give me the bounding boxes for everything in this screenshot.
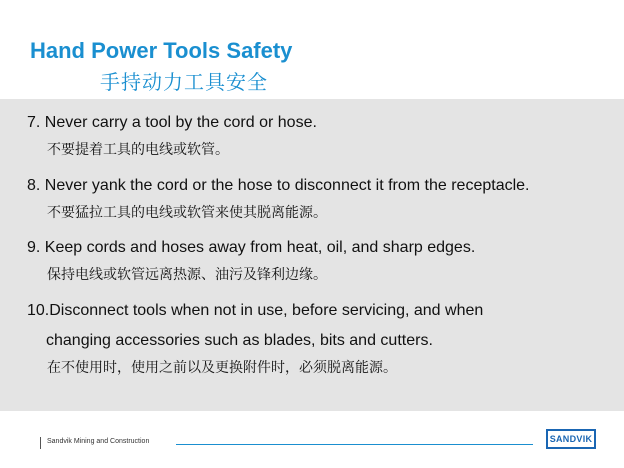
slide-title: Hand Power Tools Safety [30,38,293,63]
rule-9-chinese: 保持电线或软管远离热源、油污及锋利边缘。 [47,267,327,283]
footer-company: Sandvik Mining and Construction [47,438,150,445]
rule-10 [27,301,587,377]
rule-8 [27,176,587,222]
slide-subtitle-chinese: 手持动力工具安全 [100,70,268,94]
rule-9 [27,238,587,284]
footer-divider [40,437,41,449]
rule-9-english: 9. Keep cords and hoses away from heat, oil, and sharp edges. [27,239,476,256]
rule-8-english: 8. Never yank the cord or the hose to disconnect it from the receptacle. [27,177,530,194]
rule-10-english: 10.Disconnect tools when not in use, before servicing, and when [27,302,484,319]
rule-7-english: 7. Never carry a tool by the cord or hose. [27,114,317,131]
rule-10-english-cont: changing accessories such as blades, bits and cutters. [46,332,433,349]
footer-rule [176,444,533,445]
rule-7 [27,113,587,159]
rule-8-chinese: 不要猛拉工具的电线或软管来使其脱离能源。 [47,205,327,221]
rule-7-chinese: 不要提着工具的电线或软管。 [47,142,229,158]
rule-10-chinese: 在不使用时，使用之前以及更换附件时，必须脱离能源。 [47,360,397,376]
sandvik-logo-text: SANDVIK [549,434,593,444]
sandvik-logo [546,429,596,449]
